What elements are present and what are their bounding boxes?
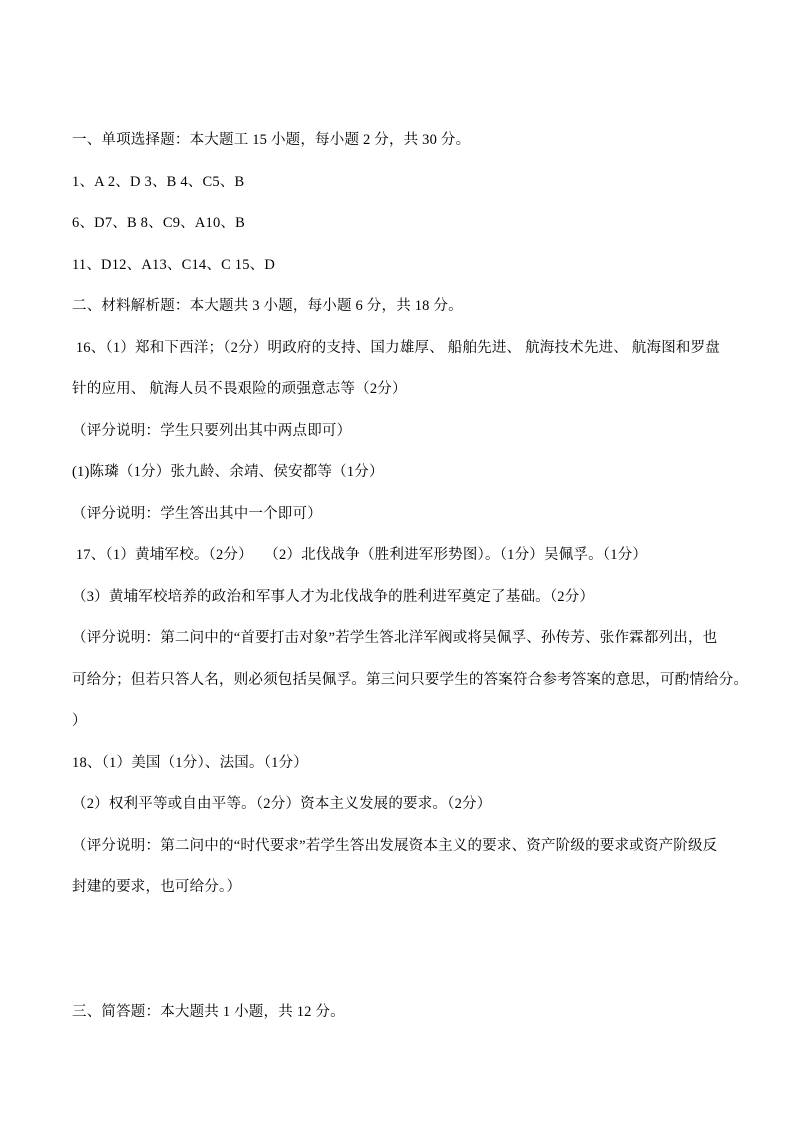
text-line: （评分说明：第二问中的“时代要求”若学生答出发展资本主义的要求、资产阶级的要求或资产阶级反: [72, 837, 718, 854]
text-line: 18、（1）美国（1分）、法国。（1分）: [72, 754, 308, 771]
section2-heading: [72, 286, 738, 328]
text-line: 可给分；但若只答人名，则必须包括吴佩孚。第三问只要学生的答案符合参考答案的意思，可酌情给分。: [72, 671, 749, 688]
q17-sub3: [72, 577, 738, 619]
text-line: ）: [72, 713, 87, 729]
text-line: （3）黄埔军校培养的政治和军事人才为北伐战争的胜利进军奠定了基础。（2分）: [72, 588, 595, 605]
text-line: 1、A 2、D 3、B 4、C5、B: [72, 173, 245, 190]
answers-6-10: [72, 203, 738, 245]
text-line: （评分说明：学生答出其中一个即可）: [72, 505, 322, 522]
text-line: (1)陈璘（1分）张九龄、余靖、侯安都等（1分）: [72, 464, 384, 480]
text-line: 17、（1）黄埔军校。（2分） （2）北伐战争（胜利进军形势图）。（1分）吴佩孚。（1分）: [72, 547, 648, 563]
text-line: （2）权利平等或自由平等。（2分）资本主义发展的要求。（2分）: [72, 796, 492, 812]
q18-sub2: [72, 784, 738, 826]
q16-note1: [72, 411, 738, 453]
text-line: 二、材料解析题：本大题共 3 小题，每小题 6 分，共 18 分。: [72, 298, 463, 314]
answers-1-5: [72, 162, 738, 204]
text-line: 6、D7、B 8、C9、A10、B: [72, 215, 245, 231]
text-line: （评分说明：第二问中的“首要打击对象”若学生答北洋军阀或将吴佩孚、孙传芳、张作霖都列出，也: [72, 630, 718, 646]
answers-11-15: [72, 245, 738, 287]
text-line: 封建的要求，也可给分。）: [72, 879, 242, 895]
q18-note: [72, 826, 738, 909]
q16-answer: [72, 328, 738, 411]
text-line: 16、（1）郑和下西洋；（2分）明政府的支持、国力雄厚、 船舶先进、 航海技术先进、 航海图和罗盘: [72, 339, 720, 356]
section3-heading: [72, 992, 738, 1034]
q17-answer: [72, 535, 738, 577]
text-line: 11、D12、A13、C14、C 15、D: [72, 256, 276, 273]
text-line: 针的应用、 航海人员不畏艰险的顽强意志等（2分）: [72, 381, 407, 397]
section1-heading: [72, 120, 738, 162]
text-line: 一、单项选择题：本大题工 15 小题，每小题 2 分，共 30 分。: [72, 132, 471, 148]
blank-gap: [72, 909, 738, 992]
text-line: （评分说明：学生只要列出其中两点即可）: [72, 422, 352, 439]
q16-sub2: [72, 452, 738, 494]
text-line: 三、简答题：本大题共 1 小题，共 12 分。: [72, 1003, 345, 1020]
q17-note: [72, 618, 749, 743]
q18-answer: [72, 743, 738, 785]
q16-note2: [72, 494, 738, 536]
